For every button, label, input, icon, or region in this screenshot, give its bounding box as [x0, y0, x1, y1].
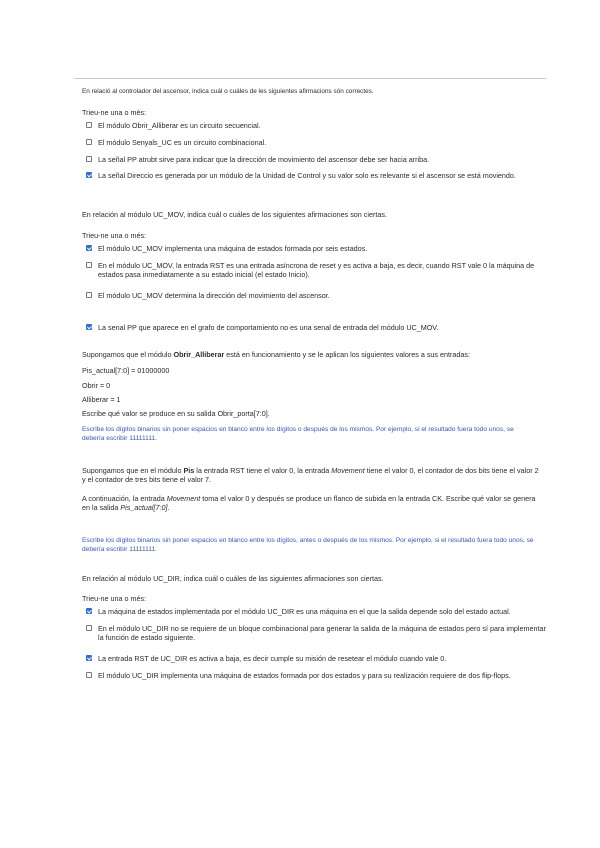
- q1-choose: Trieu-ne una o més:: [82, 108, 147, 117]
- q4-paragraph-1: Supongamos que en el módulo Pis la entrada RST tiene el valor 0, la entrada Movement tiene el valor 0, el contador de dos bits tiene el valor 2 y el contador de tres bits tiene el valor 7.: [82, 466, 539, 484]
- checkbox[interactable]: [86, 122, 92, 128]
- q1-prompt: En relació al controlador del ascensor, indica cuál o cuáles de les siguientes afirmacions són correctes.: [82, 88, 374, 95]
- checkbox-checked[interactable]: [86, 245, 92, 251]
- q3-line-2: Obrir = 0: [82, 381, 111, 390]
- q4-paragraph-2: A continuación, la entrada Movement toma el valor 0 y después se produce un flanco de subida en la entrada CK. Escribe qué valor se genera en la salida Pis_actual[7:0].: [82, 494, 536, 512]
- q3-line-1: Pis_actual[7:0] = 01000000: [82, 366, 170, 375]
- checkbox-checked[interactable]: [86, 172, 92, 178]
- top-divider: [74, 78, 546, 79]
- q3-intro: Supongamos que el módulo Obrir_Alliberar está en funcionamiento y se le aplican los siguientes valores a sus entradas:: [82, 350, 470, 359]
- checkbox[interactable]: [86, 625, 92, 631]
- checkbox-checked[interactable]: [86, 655, 92, 661]
- checkbox[interactable]: [86, 139, 92, 145]
- q5-choose: Trieu-ne una o més:: [82, 594, 147, 603]
- checkbox-checked[interactable]: [86, 608, 92, 614]
- q2-prompt: En relación al módulo UC_MOV, indica cuál o cuáles de los siguientes afirmaciones son ciertas.: [82, 210, 387, 219]
- checkbox[interactable]: [86, 292, 92, 298]
- checkbox[interactable]: [86, 156, 92, 162]
- q5-prompt: En relación al módulo UC_DIR, indica cuál o cuáles de las siguientes afirmaciones son ciertas.: [82, 574, 384, 583]
- q3-line-3: Alliberar = 1: [82, 395, 121, 404]
- q2-choose: Trieu-ne una o més:: [82, 231, 147, 240]
- checkbox[interactable]: [86, 262, 92, 268]
- q4-hint: Escribe los dígitos binarios sin poner espacios en blanco entre los dígitos, antes o después de los mismos. Por ejemplo, si el resultado fuera todo unos, se debería escribir 11111111.: [82, 537, 534, 553]
- checkbox[interactable]: [86, 672, 92, 678]
- q3-hint: Escribe los dígitos binarios sin poner espacios en blanco entre los dígitos o después de los mismos. Por ejemplo, si el resultado fuera todo unos, se debería escribir 11111111.: [82, 426, 514, 442]
- checkbox-checked[interactable]: [86, 324, 92, 330]
- q3-question: Escribe qué valor se produce en su salida Obrir_porta[7:0].: [82, 409, 270, 418]
